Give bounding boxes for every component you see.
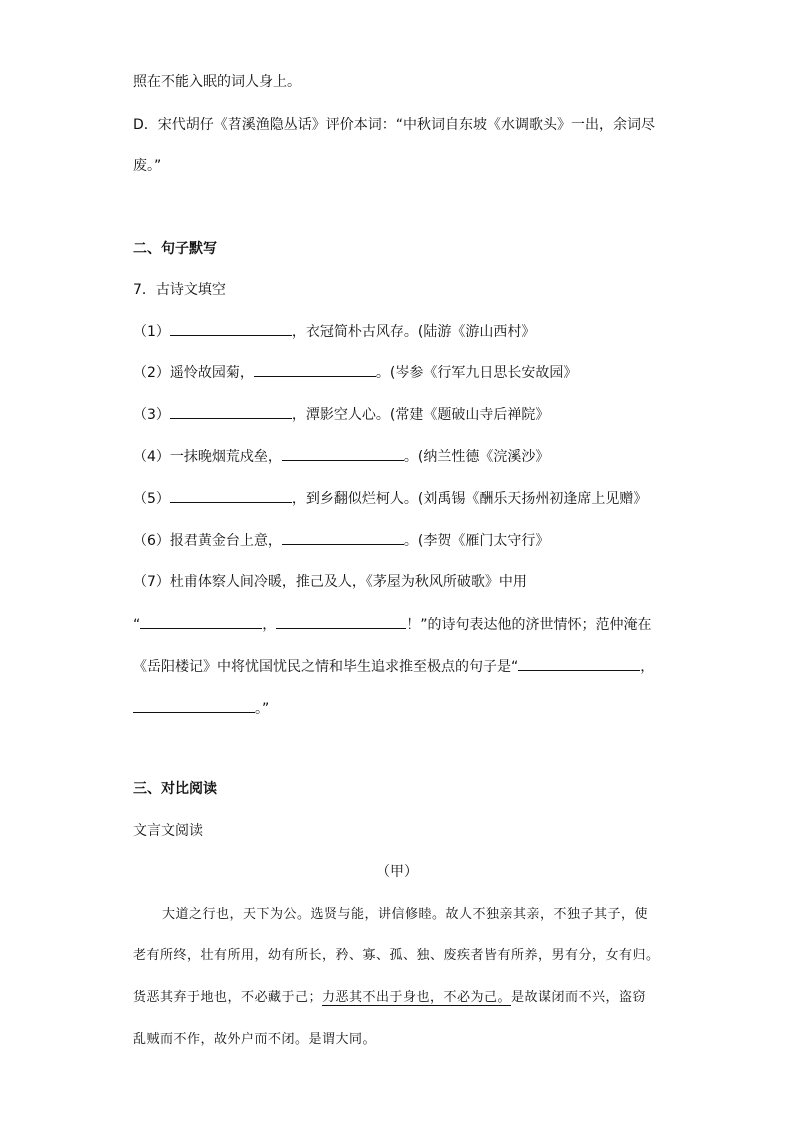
item-text: ，到乡翻似烂柯人。(刘禹锡《酬乐天扬州初逢席上见赠》 [291,491,648,507]
fill-item-7-line-1: （7）杜甫体察人间冷暖，推己及人，《茅屋为秋风所破歌》中用 [133,574,527,590]
passage-text: 货恶其弃于地也，不必藏于己； [133,990,323,1005]
item-text: 。(纳兰性德《浣溪沙》 [403,449,550,465]
option-c-ending: 照在不能入眠的词人身上。 [133,74,301,90]
item-prefix: （3） [133,407,170,423]
answer-blank[interactable] [170,321,292,336]
section-3-title: 三、对比阅读 [133,781,217,797]
answer-blank[interactable] [282,530,404,545]
fill-item-7-line-2 [133,614,652,635]
fill-item-7-line-4 [133,698,269,719]
item-prefix: （4）一抹晚烟荒戍垒， [133,449,282,465]
answer-blank[interactable] [133,698,255,713]
passage-line-3 [133,988,646,1008]
item-prefix: （1） [133,324,170,340]
fill-item-1 [133,321,535,342]
underlined-sentence: 力恶其不出于身也，不必为己。 [322,990,512,1005]
passage-label: （甲） [376,864,418,880]
item-text: 《岳阳楼记》中将忧国忧民之情和毕生追求推至极点的句子是“ [133,659,519,675]
answer-blank[interactable] [254,362,376,377]
section-3-subtitle: 文言文阅读 [133,823,203,839]
fill-item-5 [133,488,647,509]
item-prefix: （2）遥怜故园菊， [133,365,254,381]
fill-item-3 [133,404,549,425]
passage-line-4: 乱贼而不作，故外户而不闭。是谓大同。 [133,1032,377,1047]
item-text: 。(岑参《行军九日思长安故园》 [375,365,578,381]
item-text: ！”的诗句表达他的济世情怀；范仲淹在 [406,617,652,633]
answer-blank[interactable] [170,488,292,503]
item-prefix: （5） [133,491,170,507]
item-text: ，衣冠简朴古风存。(陆游《游山西村》 [291,324,536,340]
option-d-line-1: D．宋代胡仔《苕溪渔隐丛话》评价本词：“中秋词自东坡《水调歌头》一出，余词尽 [133,117,656,133]
comma: ， [640,659,655,675]
item-text: 。(李贺《雁门太守行》 [403,533,550,549]
passage-line-1: 大道之行也，天下为公。选贤与能，讲信修睦。故人不独亲其亲，不独子其子，使 [162,907,649,922]
option-d-line-2: 废。” [133,158,162,174]
open-quote: “ [133,617,141,633]
section-2-title: 二、句子默写 [133,241,217,257]
question-7-title: 7．古诗文填空 [133,282,226,298]
item-text: 。” [255,701,270,717]
answer-blank[interactable] [170,404,292,419]
item-text: ，潭影空人心。(常建《题破山寺后禅院》 [291,407,550,423]
passage-line-2: 老有所终，壮有所用，幼有所长，矜、寡、孤、独、废疾者皆有所养，男有分，女有归。 [133,948,660,963]
answer-blank[interactable] [518,656,640,671]
answer-blank[interactable] [282,446,404,461]
fill-item-7-line-3 [133,656,654,677]
fill-item-2 [133,362,577,383]
passage-text: 是故谋闭而不兴，盗窃 [511,990,647,1005]
comma: ， [262,617,277,633]
fill-item-6 [133,530,549,551]
answer-blank[interactable] [140,614,262,629]
item-prefix: （6）报君黄金台上意， [133,533,282,549]
answer-blank[interactable] [276,614,406,629]
fill-item-4 [133,446,549,467]
